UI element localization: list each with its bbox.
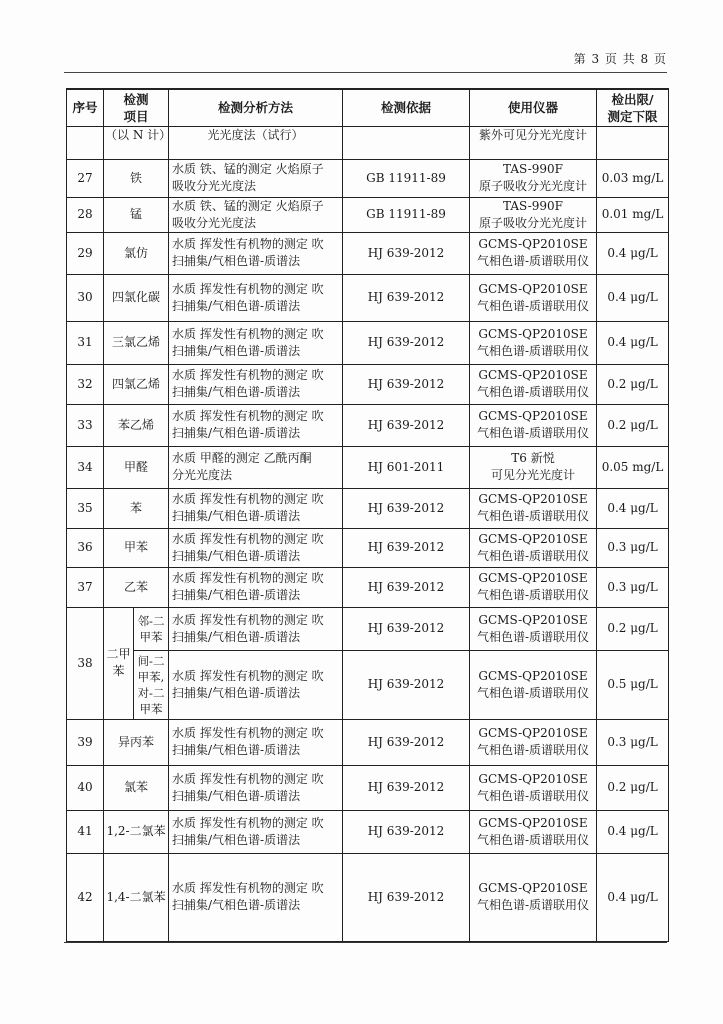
cell-item: 甲苯 <box>104 528 169 567</box>
cell-basis: HJ 639-2012 <box>343 404 470 446</box>
cell-basis: HJ 639-2012 <box>343 765 470 810</box>
cell-method: 水质 铁、锰的测定 火焰原子 吸收分光光度法 <box>169 159 343 197</box>
cell-item: 三氯乙烯 <box>104 321 169 364</box>
cell-basis: HJ 639-2012 <box>343 810 470 853</box>
cell-no: 40 <box>67 765 104 810</box>
cell-subitem: 间-二 甲苯, 对-二 甲苯 <box>134 650 169 719</box>
cell-instrument: GCMS-QP2010SE 气相色谱-质谱联用仪 <box>470 567 597 607</box>
cell-item: 苯 <box>104 488 169 528</box>
cell-item: 1,4-二氯苯 <box>104 853 169 941</box>
footer-rule <box>64 942 667 943</box>
cell-no: 41 <box>67 810 104 853</box>
cell-basis: HJ 639-2012 <box>343 321 470 364</box>
cell-item: 甲醛 <box>104 446 169 488</box>
cell-method: 水质 挥发性有机物的测定 吹 扫捕集/气相色谱-质谱法 <box>169 853 343 941</box>
cell-item: 苯乙烯 <box>104 404 169 446</box>
cell-no: 28 <box>67 197 104 232</box>
cell-limit: 0.5 μg/L <box>597 650 669 719</box>
cell-subitem: 邻-二 甲苯 <box>134 607 169 650</box>
cell-item: 锰 <box>104 197 169 232</box>
table-header-row <box>67 89 669 126</box>
table-row <box>67 853 669 941</box>
cell-basis: HJ 639-2012 <box>343 488 470 528</box>
cell-limit <box>597 126 669 159</box>
table-row <box>67 197 669 232</box>
cell-no: 42 <box>67 853 104 941</box>
test-methods-table <box>66 88 669 942</box>
cell-instrument: GCMS-QP2010SE 气相色谱-质谱联用仪 <box>470 810 597 853</box>
table-row-continuation <box>67 126 669 159</box>
table-row <box>67 159 669 197</box>
cell-instrument: GCMS-QP2010SE 气相色谱-质谱联用仪 <box>470 765 597 810</box>
cell-item: （以 N 计） <box>104 126 169 159</box>
table-row <box>67 321 669 364</box>
cell-basis <box>343 126 470 159</box>
cell-method: 水质 挥发性有机物的测定 吹 扫捕集/气相色谱-质谱法 <box>169 321 343 364</box>
header-limit: 检出限/ 测定下限 <box>597 89 669 126</box>
cell-no: 34 <box>67 446 104 488</box>
cell-instrument: GCMS-QP2010SE 气相色谱-质谱联用仪 <box>470 650 597 719</box>
header-instrument: 使用仪器 <box>470 89 597 126</box>
table-row <box>67 810 669 853</box>
cell-instrument: GCMS-QP2010SE 气相色谱-质谱联用仪 <box>470 488 597 528</box>
cell-instrument: GCMS-QP2010SE 气相色谱-质谱联用仪 <box>470 321 597 364</box>
cell-method: 水质 挥发性有机物的测定 吹 扫捕集/气相色谱-质谱法 <box>169 364 343 404</box>
cell-item: 四氯乙烯 <box>104 364 169 404</box>
cell-basis: GB 11911-89 <box>343 197 470 232</box>
table-row <box>67 607 669 650</box>
cell-limit: 0.4 μg/L <box>597 232 669 274</box>
header-method: 检测分析方法 <box>169 89 343 126</box>
cell-method: 水质 挥发性有机物的测定 吹 扫捕集/气相色谱-质谱法 <box>169 274 343 321</box>
cell-item: 1,2-二氯苯 <box>104 810 169 853</box>
cell-basis: HJ 639-2012 <box>343 853 470 941</box>
cell-instrument: GCMS-QP2010SE 气相色谱-质谱联用仪 <box>470 232 597 274</box>
cell-item: 乙苯 <box>104 567 169 607</box>
cell-limit: 0.3 μg/L <box>597 528 669 567</box>
cell-limit: 0.4 μg/L <box>597 488 669 528</box>
cell-basis: HJ 639-2012 <box>343 650 470 719</box>
cell-basis: HJ 601-2011 <box>343 446 470 488</box>
cell-no: 33 <box>67 404 104 446</box>
header-item: 检测 项目 <box>104 89 169 126</box>
cell-limit: 0.2 μg/L <box>597 364 669 404</box>
cell-no <box>67 126 104 159</box>
header-basis: 检测依据 <box>343 89 470 126</box>
cell-no: 35 <box>67 488 104 528</box>
table-row <box>67 488 669 528</box>
cell-method: 水质 挥发性有机物的测定 吹 扫捕集/气相色谱-质谱法 <box>169 232 343 274</box>
cell-item: 氯苯 <box>104 765 169 810</box>
cell-instrument: 紫外可见分光光度计 <box>470 126 597 159</box>
cell-method: 水质 挥发性有机物的测定 吹 扫捕集/气相色谱-质谱法 <box>169 607 343 650</box>
cell-instrument: GCMS-QP2010SE 气相色谱-质谱联用仪 <box>470 274 597 321</box>
cell-method: 水质 挥发性有机物的测定 吹 扫捕集/气相色谱-质谱法 <box>169 567 343 607</box>
cell-basis: HJ 639-2012 <box>343 567 470 607</box>
cell-no: 31 <box>67 321 104 364</box>
cell-method: 水质 挥发性有机物的测定 吹 扫捕集/气相色谱-质谱法 <box>169 404 343 446</box>
cell-method: 水质 挥发性有机物的测定 吹 扫捕集/气相色谱-质谱法 <box>169 719 343 765</box>
cell-no: 27 <box>67 159 104 197</box>
table-row <box>67 364 669 404</box>
cell-basis: GB 11911-89 <box>343 159 470 197</box>
table-row <box>67 446 669 488</box>
cell-limit: 0.4 μg/L <box>597 321 669 364</box>
cell-method: 水质 挥发性有机物的测定 吹 扫捕集/气相色谱-质谱法 <box>169 650 343 719</box>
cell-instrument: GCMS-QP2010SE 气相色谱-质谱联用仪 <box>470 853 597 941</box>
table-row <box>67 274 669 321</box>
cell-basis: HJ 639-2012 <box>343 364 470 404</box>
cell-instrument: TAS-990F 原子吸收分光光度计 <box>470 197 597 232</box>
cell-instrument: GCMS-QP2010SE 气相色谱-质谱联用仪 <box>470 404 597 446</box>
table-row <box>67 232 669 274</box>
cell-method: 水质 挥发性有机物的测定 吹 扫捕集/气相色谱-质谱法 <box>169 528 343 567</box>
cell-item: 异丙苯 <box>104 719 169 765</box>
cell-basis: HJ 639-2012 <box>343 607 470 650</box>
cell-no: 29 <box>67 232 104 274</box>
cell-basis: HJ 639-2012 <box>343 528 470 567</box>
cell-item: 四氯化碳 <box>104 274 169 321</box>
cell-method: 水质 甲醛的测定 乙酰丙酮 分光光度法 <box>169 446 343 488</box>
cell-limit: 0.4 μg/L <box>597 853 669 941</box>
cell-method: 水质 挥发性有机物的测定 吹 扫捕集/气相色谱-质谱法 <box>169 810 343 853</box>
table-row <box>67 765 669 810</box>
cell-limit: 0.2 μg/L <box>597 404 669 446</box>
table-row <box>67 650 669 719</box>
cell-no: 37 <box>67 567 104 607</box>
cell-limit: 0.2 μg/L <box>597 765 669 810</box>
cell-instrument: GCMS-QP2010SE 气相色谱-质谱联用仪 <box>470 528 597 567</box>
cell-method: 水质 挥发性有机物的测定 吹 扫捕集/气相色谱-质谱法 <box>169 765 343 810</box>
table-row <box>67 567 669 607</box>
cell-limit: 0.01 mg/L <box>597 197 669 232</box>
cell-limit: 0.2 μg/L <box>597 607 669 650</box>
header-no: 序号 <box>67 89 104 126</box>
cell-basis: HJ 639-2012 <box>343 719 470 765</box>
cell-no: 36 <box>67 528 104 567</box>
cell-basis: HJ 639-2012 <box>343 274 470 321</box>
table-row <box>67 528 669 567</box>
cell-instrument: TAS-990F 原子吸收分光光度计 <box>470 159 597 197</box>
cell-method: 水质 铁、锰的测定 火焰原子 吸收分光光度法 <box>169 197 343 232</box>
cell-item: 二甲 苯 <box>104 607 134 719</box>
header-rule <box>64 72 667 73</box>
cell-basis: HJ 639-2012 <box>343 232 470 274</box>
cell-limit: 0.4 μg/L <box>597 810 669 853</box>
cell-instrument: T6 新悦 可见分光光度计 <box>470 446 597 488</box>
cell-item: 铁 <box>104 159 169 197</box>
cell-instrument: GCMS-QP2010SE 气相色谱-质谱联用仪 <box>470 364 597 404</box>
table-row <box>67 719 669 765</box>
cell-method: 水质 挥发性有机物的测定 吹 扫捕集/气相色谱-质谱法 <box>169 488 343 528</box>
cell-no: 38 <box>67 607 104 719</box>
cell-item: 氯仿 <box>104 232 169 274</box>
page-number: 第 3 页 共 8 页 <box>573 52 667 66</box>
cell-limit: 0.3 μg/L <box>597 719 669 765</box>
cell-limit: 0.4 μg/L <box>597 274 669 321</box>
cell-instrument: GCMS-QP2010SE 气相色谱-质谱联用仪 <box>470 719 597 765</box>
cell-instrument: GCMS-QP2010SE 气相色谱-质谱联用仪 <box>470 607 597 650</box>
cell-limit: 0.05 mg/L <box>597 446 669 488</box>
cell-no: 32 <box>67 364 104 404</box>
cell-limit: 0.03 mg/L <box>597 159 669 197</box>
cell-limit: 0.3 μg/L <box>597 567 669 607</box>
cell-no: 39 <box>67 719 104 765</box>
cell-method: 光光度法（试行） <box>169 126 343 159</box>
table-row <box>67 404 669 446</box>
cell-no: 30 <box>67 274 104 321</box>
